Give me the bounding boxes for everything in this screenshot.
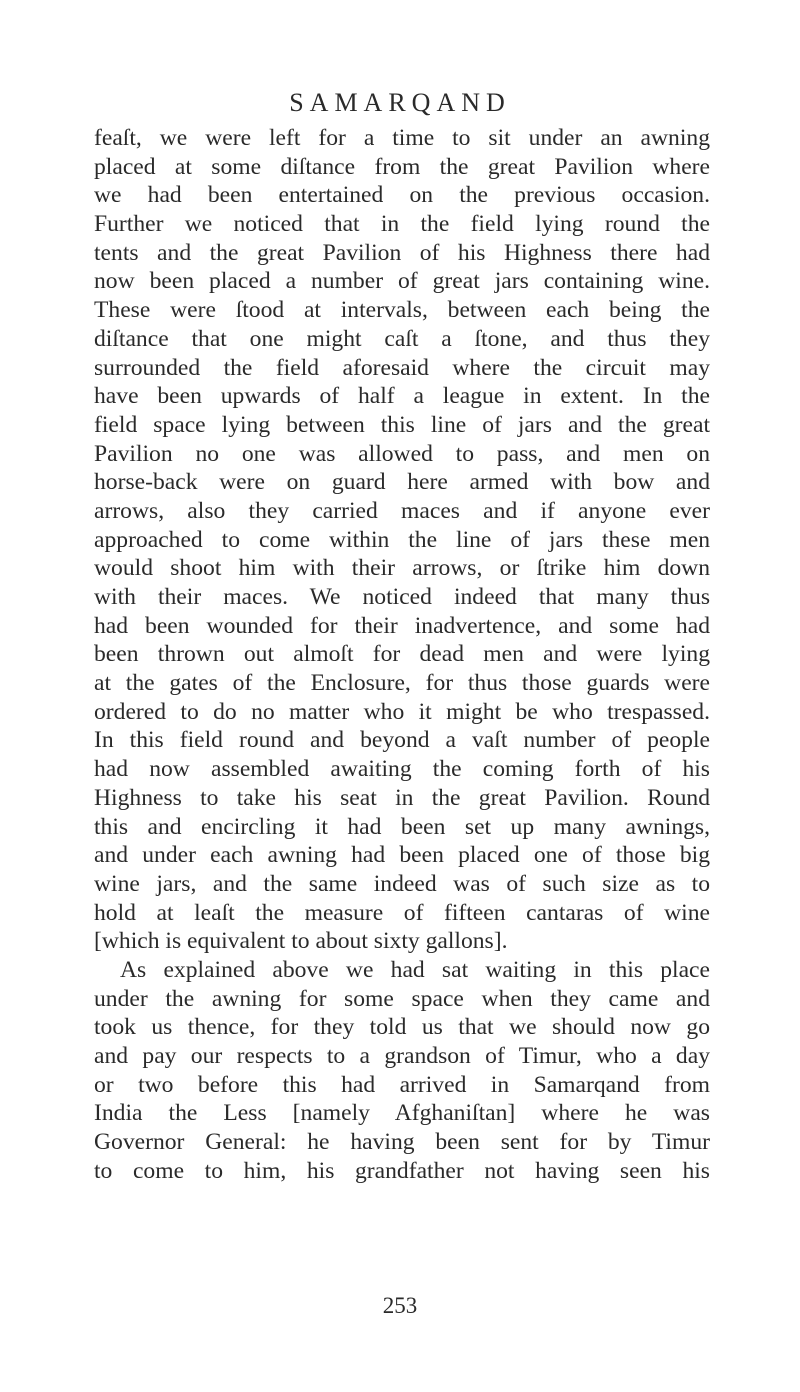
text-line: took us thence, for they told us that we should now go: [94, 1014, 710, 1041]
text-line: [which is equivalent to about sixty gallons].: [94, 928, 508, 955]
running-head: SAMARQAND: [289, 88, 511, 117]
text-line: ordered to do no matter who it might be who trespassed.: [94, 698, 710, 725]
text-line: been thrown out almoſt for dead men and were lying: [94, 641, 710, 668]
text-line: had now assembled awaiting the coming forth of his: [94, 756, 710, 783]
text-line: horse-back were on guard here armed with bow and: [94, 469, 710, 496]
text-line: at the gates of the Enclosure, for thus those guards were: [94, 670, 710, 697]
body-text: [94, 124, 710, 1185]
text-line: and under each awning had been placed one of those big: [94, 842, 710, 869]
text-line: under the awning for some space when they came and: [94, 985, 710, 1012]
text-line: field space lying between this line of jars and the great: [94, 411, 710, 438]
text-line: India the Less [namely Afghaniſtan] where he was: [94, 1100, 710, 1127]
text-line: hold at leaſt the measure of fifteen cantaras of wine: [94, 899, 710, 926]
text-line: As explained above we had sat waiting in this place: [120, 956, 710, 983]
page-number: 253: [382, 1293, 418, 1318]
text-line: surrounded the field aforesaid where the circuit may: [94, 354, 710, 381]
text-line: Further we noticed that in the field lying round the: [94, 211, 710, 238]
text-line: wine jars, and the same indeed was of such size as to: [94, 870, 710, 897]
text-line: Pavilion no one was allowed to pass, and men on: [94, 440, 710, 467]
text-line: and pay our respects to a grandson of Timur, who a day: [94, 1043, 710, 1069]
text-line: Governor General: he having been sent for by Timur: [94, 1129, 710, 1156]
text-line: this and encircling it had been set up many awnings,: [94, 813, 710, 840]
text-line: arrows, also they carried maces and if anyone ever: [94, 497, 710, 524]
text-line: tents and the great Pavilion of his Highness there had: [94, 239, 710, 266]
text-line: to come to him, his grandfather not having seen his: [94, 1157, 710, 1184]
text-line: diſtance that one might caſt a ſtone, and thus they: [94, 325, 710, 352]
text-line: now been placed a number of great jars containing wine.: [94, 268, 710, 295]
text-line: feaſt, we were left for a time to sit under an awning: [94, 125, 710, 151]
text-line: placed at some diſtance from the great Pavilion where: [94, 153, 710, 180]
text-line: Highness to take his seat in the great Pavilion. Round: [94, 784, 710, 811]
text-line: have been upwards of half a league in extent. In the: [94, 383, 710, 410]
text-line: had been wounded for their inadvertence, and some had: [94, 612, 710, 639]
text-line: These were ſtood at intervals, between each being the: [94, 297, 710, 324]
text-line: or two before this had arrived in Samarqand from: [94, 1071, 710, 1098]
text-line: with their maces. We noticed indeed that many thus: [94, 584, 710, 610]
text-line: In this field round and beyond a vaſt number of people: [94, 727, 710, 754]
text-line: would shoot him with their arrows, or ſtrike him down: [94, 555, 710, 582]
text-line: we had been entertained on the previous occasion.: [94, 182, 710, 209]
text-line: approached to come within the line of jars these men: [94, 526, 710, 553]
